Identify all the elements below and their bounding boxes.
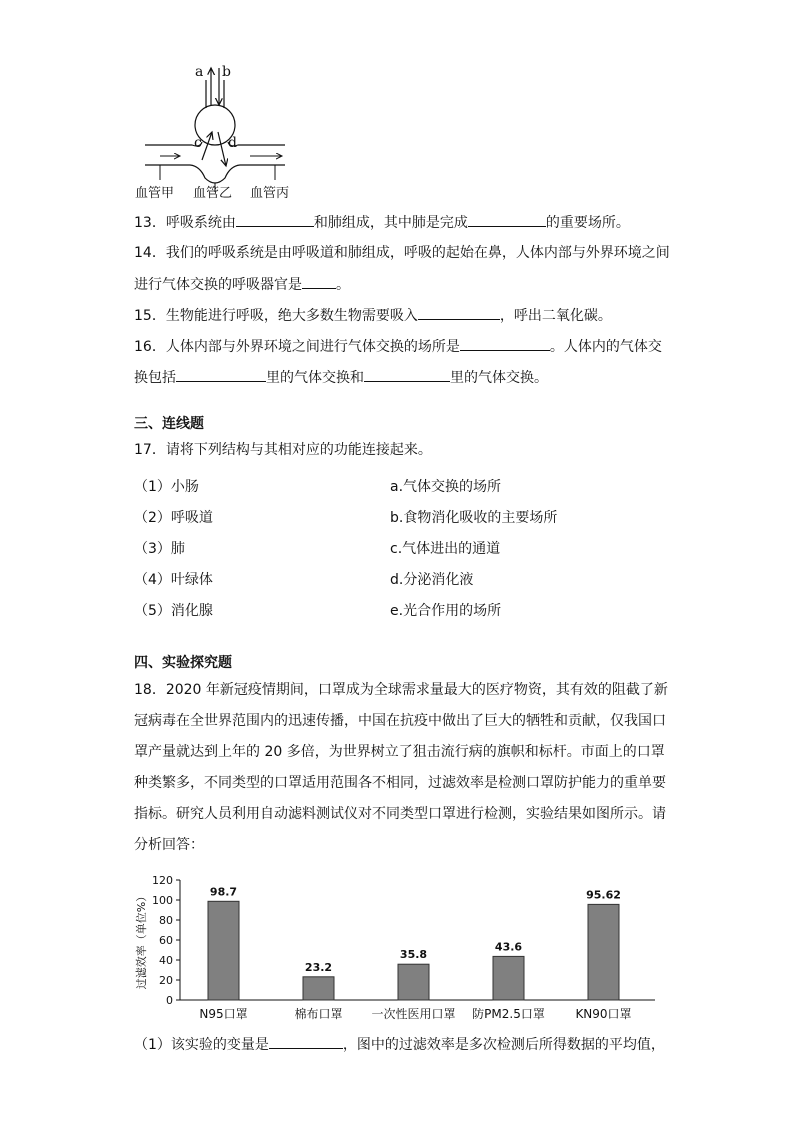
match-right-c: c.气体进出的通道 [390,541,501,557]
match-right-e: e.光合作用的场所 [390,603,502,619]
bar-4 [493,956,524,1000]
mask-filtration-chart [125,868,665,1028]
section-4-title: 四、实验探究题 [134,655,232,671]
q16-blank-3[interactable] [364,367,450,382]
q16-text-e: 里的气体交换。 [450,370,548,386]
question-17: 17．请将下列结构与其相对应的功能连接起来。 [134,442,432,458]
match-left-5: （5）消化腺 [134,603,213,619]
q13-blank-1[interactable] [236,212,314,227]
question-18-1 [134,1034,665,1055]
q13-text-c: 的重要场所。 [545,215,630,231]
category-label: KN90口罩 [575,1007,632,1021]
q13-blank-2[interactable] [468,212,546,227]
bar-value-label: 23.2 [304,960,333,974]
category-label: N95口罩 [199,1007,248,1021]
label-b: b [222,64,231,80]
q16-text-a: 16．人体内部与外界环境之间进行气体交换的场所是 [134,339,460,355]
match-right-d: d.分泌消化液 [390,572,474,588]
y-tick-label: 0 [166,994,173,1007]
match-right-a: a.气体交换的场所 [390,479,502,495]
q14-text-b: 。 [336,277,350,293]
label-vessel-bing: 血管丙 [250,186,290,201]
q15-text-b: ，呼出二氧化碳。 [499,308,612,324]
y-tick-label: 40 [159,954,173,967]
bar-value-label: 95.62 [586,888,621,902]
capillary-bottom-wall [145,165,285,183]
question-18-line-6: 分析回答： [134,837,204,853]
section-3-title: 三、连线题 [134,416,204,432]
q18-1-text-a: （1）该实验的变量是 [134,1037,269,1053]
match-left-2: （2）呼吸道 [134,510,213,526]
question-14-line-1: 14．我们的呼吸系统是由呼吸道和肺组成，呼吸的起始在鼻，人体内部与外界环境之间 [134,245,670,261]
question-13 [134,212,630,233]
question-18-line-5: 指标。研究人员利用自动滤料测试仪对不同类型口罩进行检测，实验结果如图所示。请 [134,806,666,822]
chart-svg [125,868,665,1028]
y-tick-label: 20 [159,974,173,987]
category-label: 防PM2.5口罩 [472,1007,545,1021]
q15-blank[interactable] [418,305,500,320]
bar-value-label: 43.6 [494,940,523,954]
q18-1-text-b: ，图中的过滤效率是多次检测后所得数据的平均值， [342,1037,665,1053]
question-18-line-4: 种类繁多，不同类型的口罩适用范围各不相同，过滤效率是检测口罩防护能力的重单要 [134,775,666,791]
match-left-1: （1）小肠 [134,479,199,495]
question-16-line-1 [134,336,662,357]
label-vessel-jia: 血管甲 [135,186,175,201]
y-tick-label: 60 [159,934,173,947]
y-axis-title: 过滤效率（单位%） [135,890,148,990]
match-right-b: b.食物消化吸收的主要场所 [390,510,558,526]
q15-text-a: 15．生物能进行呼吸，绝大多数生物需要吸入 [134,308,418,324]
label-d: d [228,135,237,151]
bar-value-label: 35.8 [399,948,428,962]
y-tick-label: 120 [152,874,173,887]
q16-blank-2[interactable] [176,367,266,382]
bar-1 [208,901,239,1000]
question-14-line-2 [134,274,350,295]
question-18-line-3: 罩产量就达到上年的 20 多倍，为世界树立了狙击流行病的旗帜和标杆。市面上的口罩 [134,744,665,760]
match-left-3: （3）肺 [134,541,185,557]
arrow-d [218,132,226,166]
question-18-line-2: 冠病毒在全世界范围内的迅速传播，中国在抗疫中做出了巨大的牺牲和贡献，仅我国口 [134,713,666,729]
arrow-c [202,132,212,160]
y-tick-label: 80 [159,914,173,927]
question-15 [134,305,612,326]
y-tick-label: 100 [152,894,173,907]
q13-text-a: 13．呼吸系统由 [134,215,236,231]
q16-text-b: 。人体内的气体交 [549,339,662,355]
bar-2 [303,977,334,1000]
question-18-line-1: 18．2020 年新冠疫情期间，口罩成为全球需求量最大的医疗物资，其有效的阻截了新 [134,682,668,698]
label-a: a [195,64,204,80]
category-label: 一次性医用口罩 [371,1007,456,1021]
bar-value-label: 98.7 [209,885,238,899]
label-c: c [194,135,202,151]
q16-text-c: 换包括 [134,370,176,386]
bar-3 [398,964,429,1000]
q18-1-blank[interactable] [269,1034,343,1049]
q14-blank[interactable] [302,274,336,289]
match-left-4: （4）叶绿体 [134,572,213,588]
q16-blank-1[interactable] [460,336,550,351]
q13-text-b: 和肺组成，其中肺是完成 [313,215,468,231]
question-16-line-2 [134,367,548,388]
category-label: 棉布口罩 [294,1007,343,1021]
bar-5 [588,904,619,1000]
q14-text-a: 进行气体交换的呼吸器官是 [134,277,302,293]
q16-text-d: 里的气体交换和 [266,370,364,386]
label-vessel-yi: 血管乙 [193,186,233,201]
